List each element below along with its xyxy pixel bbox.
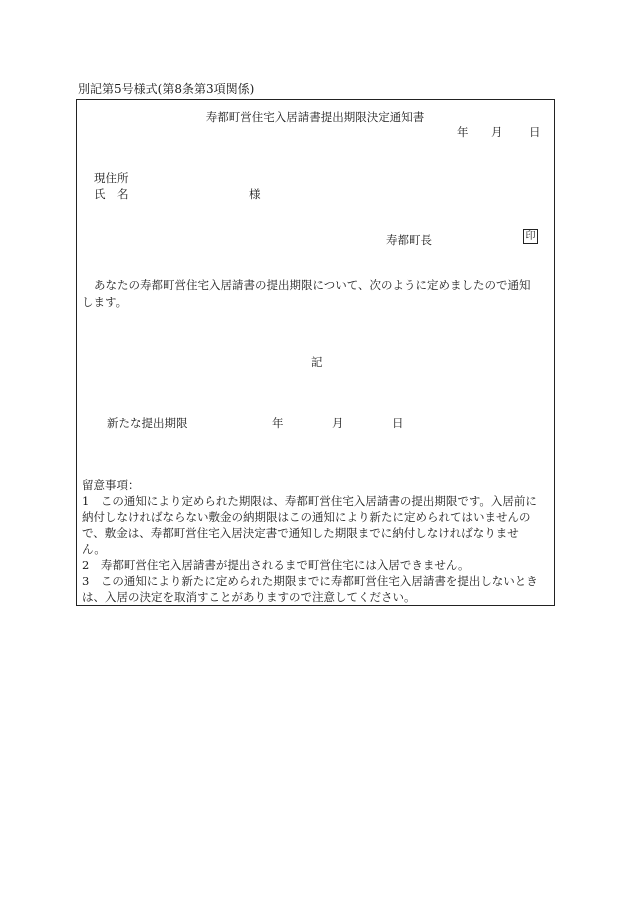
- new-deadline-day: 日: [392, 416, 404, 430]
- ki-marker: 記: [311, 355, 323, 369]
- date-day: 日: [529, 125, 541, 139]
- date-year: 年: [457, 125, 469, 139]
- new-deadline-month: 月: [332, 416, 344, 430]
- notes-heading: 留意事項：: [82, 478, 140, 492]
- note-line: は、入居の決定を取消すことがありますので注意してください。: [82, 590, 416, 604]
- date-month: 月: [491, 125, 503, 139]
- note-line: 2 寿都町営住宅入居請書が提出されるまで町営住宅には入居できません。: [82, 558, 470, 572]
- note-line: 1 この通知により定められた期限は、寿都町営住宅入居請書の提出期限です。入居前に: [82, 494, 537, 508]
- form-reference: 別記第5号様式(第8条第3項関係): [78, 82, 255, 96]
- address-label: 現住所: [94, 171, 129, 185]
- issuer-name: 寿都町長: [386, 233, 432, 247]
- seal-mark: 印: [523, 229, 538, 244]
- note-line: で、敷金は、寿都町営住宅入居決定書で通知した期限までに納付しなければなりませ: [82, 526, 519, 540]
- body-text-line-1: あなたの寿都町営住宅入居請書の提出期限について、次のように定めましたので通知: [94, 278, 531, 292]
- document-title: 寿都町営住宅入居請書提出期限決定通知書: [205, 110, 425, 124]
- honorific-sama: 様: [249, 187, 261, 201]
- new-deadline-year: 年: [272, 416, 284, 430]
- note-line: ん。: [82, 542, 106, 556]
- note-line: 納付しなければならない敷金の納期限はこの通知により新たに定められてはいませんの: [82, 510, 531, 524]
- note-line: 3 この通知により新たに定められた期限までに寿都町営住宅入居請書を提出しないとき: [82, 574, 538, 588]
- new-deadline-label: 新たな提出期限: [107, 416, 188, 430]
- name-label: 氏 名: [94, 187, 129, 201]
- body-text-line-2: します。: [82, 295, 128, 309]
